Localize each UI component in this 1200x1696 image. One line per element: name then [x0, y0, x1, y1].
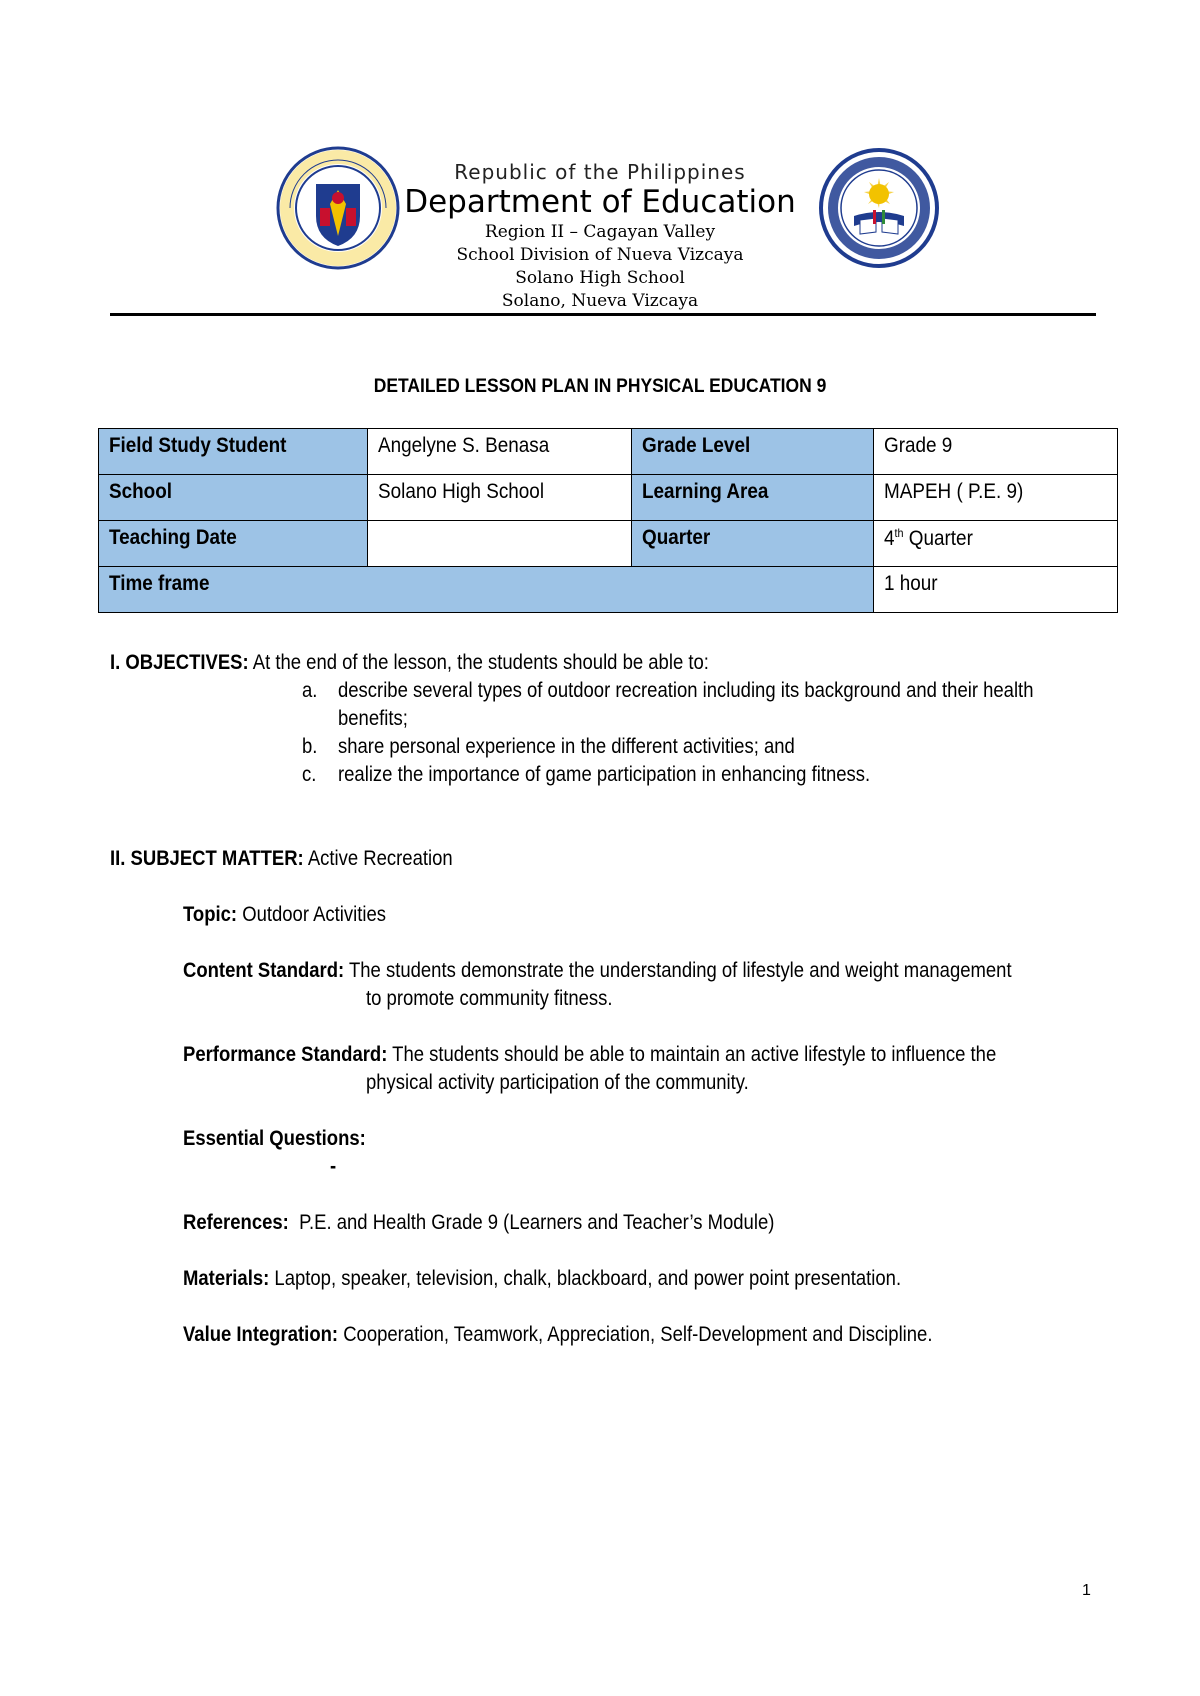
school-line: Solano High School	[515, 268, 685, 288]
objective-marker: c.	[302, 763, 317, 786]
table-cell-label: Time frame	[99, 567, 874, 613]
objectives-line	[110, 651, 709, 675]
table-cell-label: Teaching Date	[99, 521, 368, 567]
table-row	[99, 521, 1118, 567]
objective-marker: a.	[302, 679, 318, 702]
division-line: School Division of Nueva Vizcaya	[456, 245, 744, 265]
region-line: Region II – Cagayan Valley	[484, 222, 716, 242]
materials-label: Materials:	[183, 1267, 270, 1290]
content-standard-line	[183, 959, 1012, 983]
content-standard-value: The students demonstrate the understanding of lifestyle and weight management	[344, 959, 1012, 982]
topic-line	[183, 903, 386, 927]
objective-item: realize the importance of game participation in enhancing fitness.	[338, 763, 871, 786]
performance-standard-continued: physical activity participation of the community.	[366, 1071, 749, 1094]
subject-matter-label: II. SUBJECT MATTER:	[110, 847, 304, 870]
value-integration-value: Cooperation, Teamwork, Appreciation, Self-Development and Discipline.	[338, 1323, 933, 1346]
table-cell-value: 4th Quarter	[874, 521, 1118, 567]
table-cell-label: School	[99, 475, 368, 521]
table-cell-value: Angelyne S. Benasa	[367, 429, 631, 475]
essential-questions-dash: -	[330, 1155, 337, 1178]
references-value: P.E. and Health Grade 9 (Learners and Teacher’s Module)	[288, 1211, 775, 1234]
performance-standard-value: The students should be able to maintain an active lifestyle to influence the	[387, 1043, 997, 1066]
page-number: 1	[1082, 1582, 1091, 1599]
references-label: References:	[183, 1211, 289, 1234]
table-row	[99, 475, 1118, 521]
table-cell-value: Grade 9	[874, 429, 1118, 475]
table-row	[99, 429, 1118, 475]
table-cell-label: Learning Area	[631, 475, 874, 521]
table-cell-value	[367, 521, 631, 567]
value-integration-label: Value Integration:	[183, 1323, 339, 1346]
performance-standard-line	[183, 1043, 996, 1067]
objectives-intro: At the end of the lesson, the students should be able to:	[248, 651, 709, 674]
content-standard-label: Content Standard:	[183, 959, 345, 982]
lesson-info-table	[98, 428, 1118, 613]
materials-line	[183, 1267, 901, 1291]
performance-standard-label: Performance Standard:	[183, 1043, 388, 1066]
table-cell-value: MAPEH ( P.E. 9)	[874, 475, 1118, 521]
value-integration-line	[183, 1323, 932, 1347]
content-standard-continued: to promote community fitness.	[366, 987, 613, 1010]
subject-matter-value: Active Recreation	[303, 847, 453, 870]
table-cell-label: Grade Level	[631, 429, 874, 475]
table-cell-label: Quarter	[631, 521, 874, 567]
table-cell-label: Field Study Student	[99, 429, 368, 475]
topic-value: Outdoor Activities	[237, 903, 387, 926]
objective-item: share personal experience in the different activities; and	[338, 735, 795, 758]
subject-matter-line	[110, 847, 453, 871]
department-heading: Department of Education	[404, 184, 796, 220]
essential-questions-label: Essential Questions:	[183, 1127, 366, 1150]
objective-marker: b.	[302, 735, 318, 758]
table-row	[99, 567, 1118, 613]
objectives-label: I. OBJECTIVES:	[110, 651, 249, 674]
materials-value: Laptop, speaker, television, chalk, blackboard, and power point presentation.	[269, 1267, 902, 1290]
table-cell-value: Solano High School	[367, 475, 631, 521]
objective-item: describe several types of outdoor recreation including its background and their health	[338, 679, 1034, 702]
references-line	[183, 1211, 774, 1235]
topic-label: Topic:	[183, 903, 238, 926]
header-divider	[110, 313, 1096, 316]
objective-item-continued: benefits;	[338, 707, 408, 730]
republic-heading: Republic of the Philippines	[454, 160, 746, 184]
table-cell-value: 1 hour	[874, 567, 1118, 613]
address-line: Solano, Nueva Vizcaya	[501, 291, 699, 311]
document-title: DETAILED LESSON PLAN IN PHYSICAL EDUCATION 9	[373, 376, 827, 397]
